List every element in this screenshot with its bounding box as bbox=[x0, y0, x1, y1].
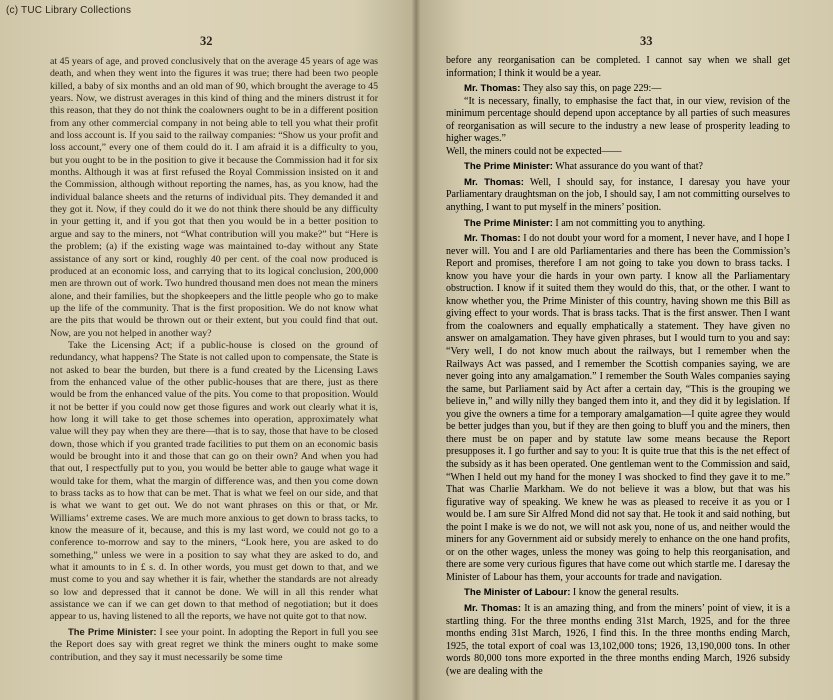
book-gutter bbox=[412, 0, 420, 700]
watermark: (c) TUC Library Collections bbox=[6, 5, 132, 16]
paragraph: at 45 years of age, and proved conclusively that on the average 45 years of age was death, and when they went into the figures it was true; there had been two people killed, a baby of six months and an old man of 90, which brought the average to 45 years. Now, we distrust averages in this kind of thing and the miners distrust it for this reason, that they do not think the coalowners ought to be in a different position from any other commercial company in not being able to tell you what their profit and loss account is. If you said to the railway companies: “Show us your profit and loss account,” every one of them could do it. I am afraid it is a difficulty to you, but you ought to be in the position to give it because the Commission had it for six months. Although it was at first refused the Royal Commission insisted on it and the Commission, although without reporting the names, has, as you know, had the individual balance sheets and the returns of individual pits. They demanded it and they got it. Now, if they could do it we do not think there should be any difficulty in your getting it, and if you got that then you would be in a better position to argue and say to the miners, not “What contribution will you make?” but “Here is the problem; (a) if the existing wage was maintained to-day without any State assistance of any sort or kind, roughly 40 per cent. of the coal now produced is produced at an economic loss, and carrying that to its logical conclusion, 200,000 men are thrown out of work. Two hundred thousand men does not mean the miners alone, and their families, but the shopkeepers and the little people who go to make up the life of the community. That is the first proposition. We do not know what are the pits that would be thrown out or their extent, but you could find that out. Now, are you not helped in another way? bbox=[50, 56, 378, 339]
speech bbox=[446, 218, 790, 231]
speech bbox=[446, 83, 790, 96]
quotation: “It is necessary, finally, to emphasise the fact that, in our view, revision of the minimum percentage should depend upon acceptance by all parties of such measures of reorganisation as will secure to the industry a new lease of prosperity leading to higher wages.” bbox=[446, 95, 790, 145]
speaker-name: The Minister of Labour: bbox=[464, 587, 571, 599]
speech-text: I do not doubt your word for a moment, I never have, and I hope I never will. You and I are old Parliamentaries and there has been the Commission’s Report and promises, therefore I am not going to take you down to brass tacks. I know you have your die hards in your own party. I know all the Parliamentary obstruction. I know if it suited them they would do this, that, or the other. I want to know whether you, the Prime Minister of this country, having shown me this Bill as giving effect to your words. That is brass tacks. That is the first answer. Then I want from the coalowners and equally emphatically a statement. They have given no answer on amalgamation. They have given phrases, but I would turn to you and say: “Very well, I do not know much about the railways, but I remember when the Railways Act was passed, and I remember the Scottish companies saying, we are never going into any amalgamation.” I remember the South Wales companies saying the same, but Parliament said by Act after a certain day, “This is the grouping we believe in,” and willy nilly they banged them into it, and they did it by legislation. If you give the owners a time for a temporary amalgamation—I quite agree they would be better judges than you, but if they are then going to bluff you and the miners, then there must be on paper and by statute law some means because the Report presupposes it. I go further and say to you: It is quite true that this is the net effect of the subsidy as it has been operated. One gentleman went to the Commission and said, “When I held out my hand for the money I was shocked to find they gave it to me.” That was Charlie Markham. We do not believe it was a blow, but that was his figurative way of speaking. We knew he was as pleased to receive it as you or I would be. I am sure Sir Alfred Mond did not say that. He took it and said nothing, but the point I make is we do not, we will not ask you, none of us, and neither would the miners for any Government aid or subsidy merely to enhance on the one hand profits, or on the other wages, unless the money was going to help this reorganisation, and there are some very curious figures that have come out which startle me. I daresay the Minister of Labour has them, your accounts for trade and navigation. bbox=[446, 233, 791, 583]
speech bbox=[446, 233, 790, 584]
paragraph: before any reorganisation can be completed. I cannot say when we shall get information; I think it would be a year. bbox=[446, 55, 790, 79]
speech-text: They also say this, on page 229:— bbox=[522, 83, 662, 95]
paragraph: Take the Licensing Act; if a public-house is closed on the ground of redundancy, what happens? The State is not called upon to compensate, the State is not asked to bear the burden, but there is a fund created by the Licensing Laws from the enhanced value of the other public-houses that are there, just as there would be from the enhanced value of the pits. You come to that proposition. Would it not be better if you could now get those figures and work out clearly what it is, how long it will take to get those schemes into operation, approximately what value will they pay when they are there—that is to say, those that have to be closed down, those which if you granted trade facilities to put them on an economic basis would be brought into it and those that can go on their own? And when you had that out, I respectfully put to you, you would be better able to gauge what wage it would take for them, what the margin of difference was, and then you come down to brass tacks as to how that can be met. That is what we feel on our side, and that is what we want to get out. We do not want phrases on this or that, or Mr. Williams’ extreme cases. We are much more anxious to get down to brass tacks, to know the measure of it, because, and this is my last word, we could not go to a conference to-morrow and say to the miners, “Look here, you are asked to do something,” unless we were in a position to say what they are asked to do, and what it amounts to in £ s. d. In other words, you must get down to that, and we must come to you and say whether it is fair, whether the standards are not already so low and depressed that it cannot be done. We will in all this render what assistance we can if we can get down to that method of negotiation; but it does appear to us, having listened to all the reports, we have not quite got to that now. bbox=[50, 339, 378, 623]
left-page bbox=[0, 0, 416, 700]
speech-text: It is an amazing thing, and from the miners’ point of view, it is a startling thing. For the three months ending 31st March, 1925, and for the three months ending 31st March, 1926, I find this. In the three months ending March, 1925, the total export of coal was 13,102,000 tons; 1926, 13,190,000 tons. In other words 80,000 tons more exported in the three months ending March, 1926 subsidy (we are dealing with the bbox=[446, 602, 791, 677]
speech bbox=[446, 603, 790, 678]
left-text-column bbox=[50, 56, 378, 664]
speech-text: I see your point. In adopting the Report in full you see the Report does say with great regret we think the miners ought to make some contribution, and they say it must necessarily be some time bbox=[50, 626, 378, 663]
speech bbox=[446, 161, 790, 174]
page-number-left: 32 bbox=[200, 34, 213, 48]
paragraph: Well, the miners could not be expected—— bbox=[446, 145, 622, 157]
speech-text: What assurance do you want of that? bbox=[555, 161, 703, 173]
speech bbox=[446, 177, 790, 215]
speech-text: Well, I should say, for instance, I daresay you have your Parliamentary draughtsman on the job, I should say, I am not committing ourselves to anything, I want to put myself in the miners’ position. bbox=[446, 176, 790, 214]
speech bbox=[446, 587, 790, 600]
speaker-name: Mr. Thomas: bbox=[464, 176, 524, 188]
speaker-name: The Prime Minister: bbox=[464, 161, 553, 173]
speaker-name: Mr. Thomas: bbox=[464, 233, 521, 245]
speech-text: I am not committing you to anything. bbox=[555, 217, 706, 229]
speaker-name: Mr. Thomas: bbox=[464, 602, 522, 614]
speech bbox=[50, 627, 378, 664]
speech-text: I know the general results. bbox=[572, 587, 679, 599]
right-text-column bbox=[446, 55, 790, 678]
speaker-name: The Prime Minister: bbox=[68, 626, 157, 638]
speaker-name: The Prime Minister: bbox=[464, 217, 553, 229]
page-number-right: 33 bbox=[640, 34, 653, 48]
speaker-name: Mr. Thomas: bbox=[464, 83, 521, 95]
